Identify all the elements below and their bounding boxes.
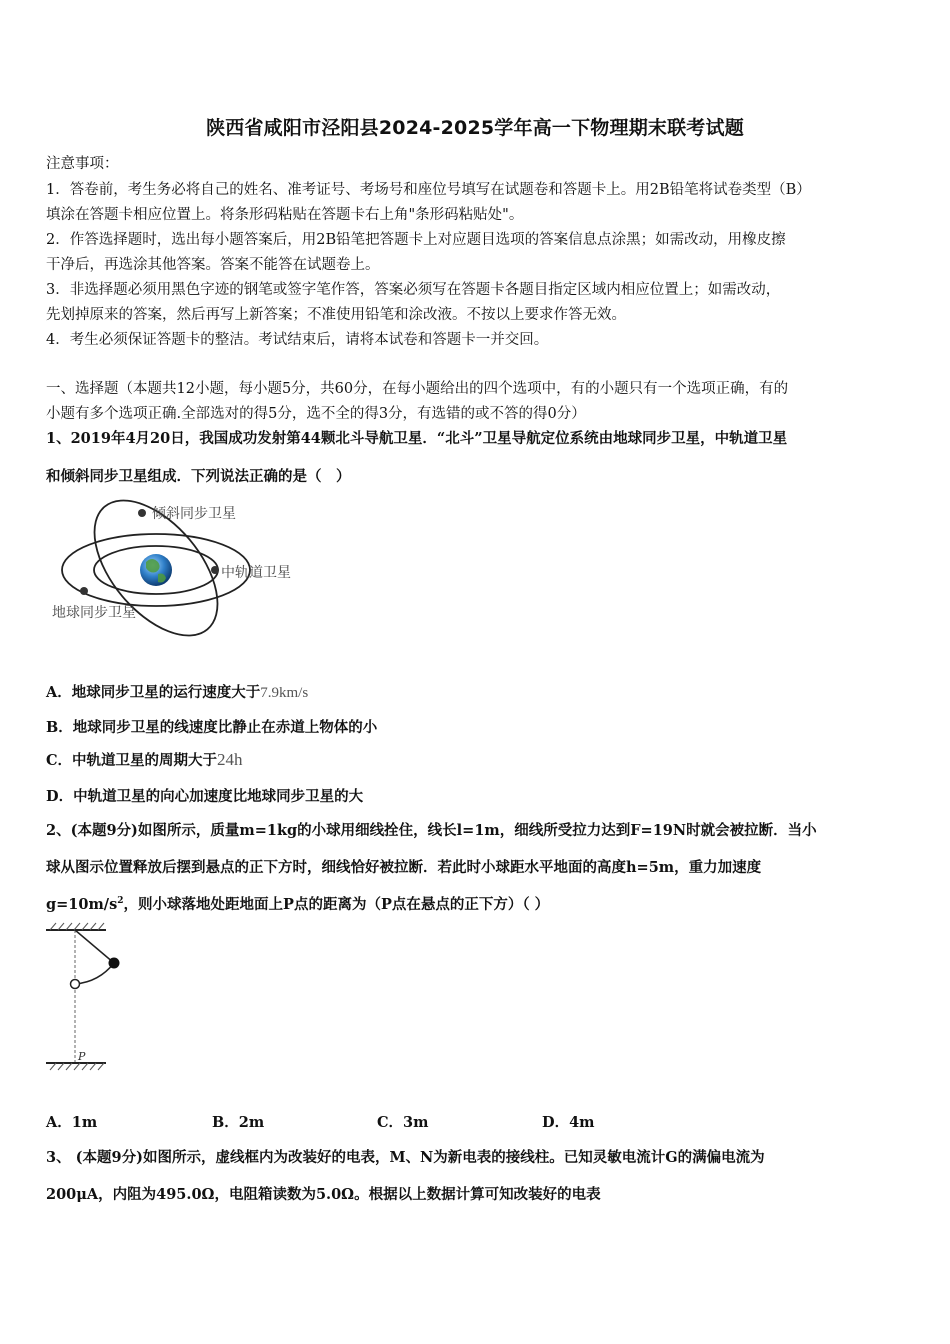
notice-line: 填涂在答题卡相应位置上。将条形码粘贴在答题卡右上角"条形码粘贴处"。: [46, 207, 524, 223]
question-2-stem: 2、(本题9分)如图所示，质量m=1kg的小球用细线拴住，线长l=1m，细线所受拉力达到F=19N时就会被拉断．当小: [46, 822, 817, 839]
pendulum-figure: [44, 920, 124, 1075]
question-3-stem-cont: 200μA，内阻为495.0Ω，电阻箱读数为5.0Ω。根据以上数据计算可知改装好的电表: [46, 1186, 601, 1203]
satellite-orbit-figure: [46, 490, 316, 650]
question-1-stem-cont: 和倾斜同步卫星组成．下列说法正确的是（ ）: [46, 468, 351, 485]
option-c-text: C．中轨道卫星的周期大于: [46, 752, 218, 769]
option-d-text: D．中轨道卫星的向心加速度比地球同步卫星的大: [46, 788, 364, 805]
notice-line: 1．答卷前，考生务必将自己的姓名、准考证号、考场号和座位号填写在试题卷和答题卡上。用2B铅笔将试卷类型（B）: [46, 182, 811, 198]
option-a-value: 7.9km/s: [260, 685, 309, 701]
question-1-stem: 1、2019年4月20日，我国成功发射第44颗北斗导航卫星．“北斗”卫星导航定位系统由地球同步卫星，中轨道卫星: [46, 430, 788, 447]
point-p-label: P: [78, 1050, 86, 1063]
string: [75, 930, 114, 963]
gravity-exponent: 2: [117, 896, 124, 907]
section-heading-cont: 小题有多个选项正确.全部选对的得5分，选不全的得3分，有选错的或不答的得0分）: [46, 406, 586, 422]
notice-line: 干净后，再选涂其他答案。答案不能答在试题卷上。: [46, 257, 380, 273]
option-a[interactable]: A．1m: [46, 1114, 98, 1131]
option-a[interactable]: [46, 681, 308, 702]
notice-heading: 注意事项：: [46, 156, 119, 172]
option-b[interactable]: [46, 716, 377, 737]
option-c-value: 24h: [217, 750, 243, 769]
inclined-satellite-dot: [138, 509, 146, 517]
option-a-text: A．地球同步卫星的运行速度大于: [46, 684, 261, 701]
option-b-text: B．地球同步卫星的线速度比静止在赤道上物体的小: [46, 719, 378, 736]
notice-line: 2．作答选择题时，选出每小题答案后，用2B铅笔把答题卡上对应题目选项的答案信息点涂黑；如需改动，用橡皮擦: [46, 232, 786, 248]
notice-line: 4．考生必须保证答题卡的整洁。考试结束后，请将本试卷和答题卡一并交回。: [46, 332, 549, 348]
option-c[interactable]: [46, 749, 243, 770]
option-c[interactable]: C．3m: [377, 1114, 429, 1131]
swing-arc: [75, 963, 114, 984]
gravity-value: g=10m/s: [46, 896, 118, 913]
notice-line: 先划掉原来的答案，然后再写上新答案；不准使用铅笔和涂改液。不按以上要求作答无效。: [46, 307, 626, 323]
question-3-stem: 3、 (本题9分)如图所示，虚线框内为改装好的电表，M、N为新电表的接线柱。已知灵敏电流计G的满偏电流为: [46, 1149, 765, 1166]
question-2-stem-cont: 球从图示位置释放后摆到悬点的正下方时，细线恰好被拉断．若此时小球距水平地面的高度h=5m，重力加速度: [46, 859, 762, 876]
section-heading: 一、选择题（本题共12小题，每小题5分，共60分，在每小题给出的四个选项中，有的小题只有一个选项正确，有的: [46, 381, 789, 397]
geo-satellite-dot: [80, 587, 88, 595]
page-title: 陕西省咸阳市泾阳县2024-2025学年高一下物理期末联考试题: [206, 117, 744, 139]
question-2-ask: ，则小球落地处距地面上P点的距离为（P点在悬点的正下方）（ ）: [123, 896, 550, 913]
medium-satellite-dot: [211, 566, 219, 574]
label-geo: 地球同步卫星: [52, 605, 136, 621]
label-inclined: 倾斜同步卫星: [152, 506, 236, 522]
option-d[interactable]: [46, 785, 363, 806]
option-d[interactable]: D．4m: [542, 1114, 595, 1131]
lowest-point: [71, 980, 80, 989]
ceiling-hatch: [50, 923, 104, 930]
question-2-stem-cont: [46, 893, 549, 914]
ball: [109, 958, 120, 969]
label-medium: 中轨道卫星: [221, 565, 291, 581]
notice-line: 3．非选择题必须用黑色字迹的钢笔或签字笔作答，答案必须写在答题卡各题目指定区域内相应位置上；如需改动，: [46, 282, 781, 298]
option-b[interactable]: B．2m: [212, 1114, 265, 1131]
ground-hatch: [50, 1063, 104, 1070]
